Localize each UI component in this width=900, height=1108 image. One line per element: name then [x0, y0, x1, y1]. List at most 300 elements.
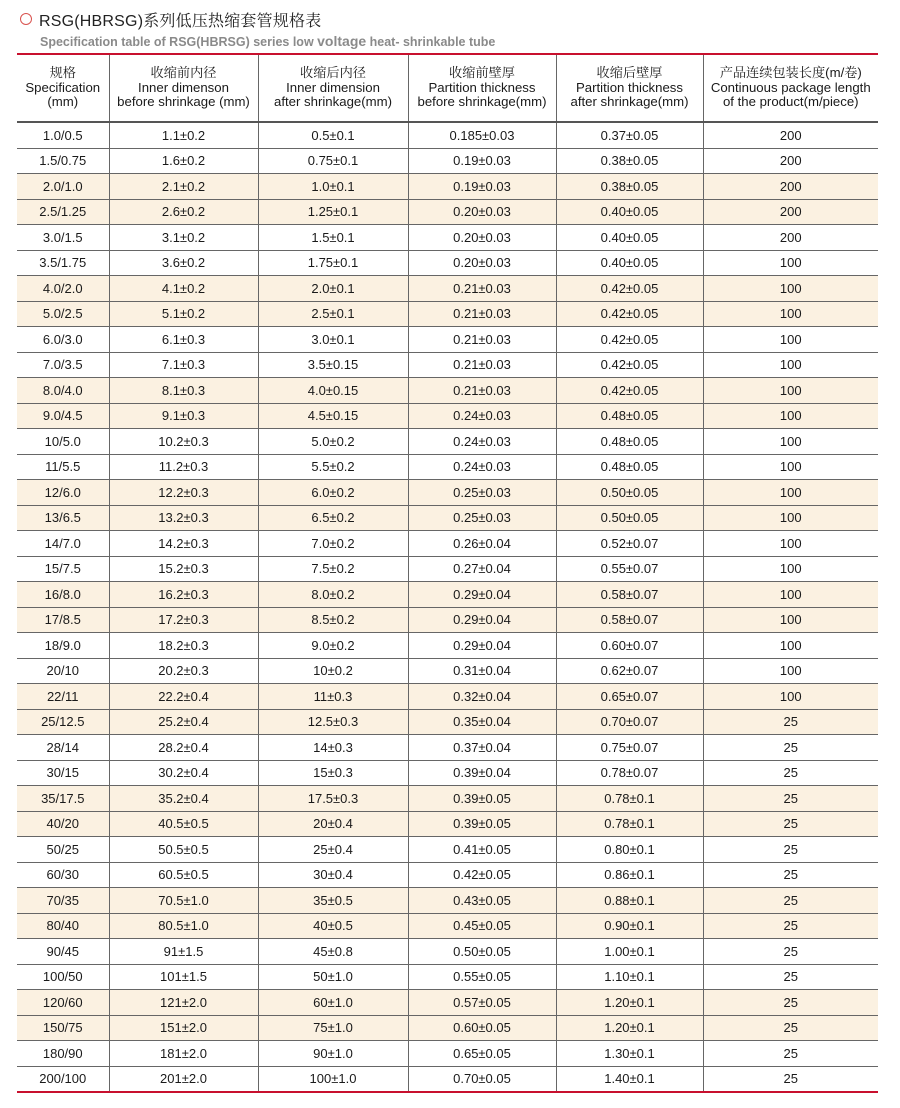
table-header: [17, 54, 878, 122]
cell-inner-after: 10±0.2: [258, 658, 408, 684]
cell-package-length: 100: [703, 531, 878, 557]
cell-thickness-after: 0.40±0.05: [556, 199, 703, 225]
header-line: 产品连续包装长度(m/卷): [719, 65, 862, 81]
cell-inner-after: 1.5±0.1: [258, 225, 408, 251]
cell-thickness-after: 0.50±0.05: [556, 480, 703, 506]
cell-inner-after: 1.25±0.1: [258, 199, 408, 225]
circle-bullet-icon: [20, 13, 32, 25]
cell-inner-before: 101±1.5: [109, 964, 258, 990]
cell-spec: 120/60: [17, 990, 109, 1016]
cell-inner-after: 8.5±0.2: [258, 607, 408, 633]
cell-spec: 13/6.5: [17, 505, 109, 531]
cell-inner-before: 2.1±0.2: [109, 174, 258, 200]
table-row: [17, 990, 878, 1016]
cell-package-length: 100: [703, 684, 878, 710]
cell-inner-before: 151±2.0: [109, 1015, 258, 1041]
cell-package-length: 25: [703, 811, 878, 837]
cell-package-length: 100: [703, 276, 878, 302]
table-row: [17, 505, 878, 531]
table-row: [17, 735, 878, 761]
cell-inner-after: 5.5±0.2: [258, 454, 408, 480]
cell-thickness-before: 0.21±0.03: [408, 276, 556, 302]
header-line: of the product(m/piece): [722, 94, 859, 110]
cell-package-length: 25: [703, 913, 878, 939]
cell-inner-before: 11.2±0.3: [109, 454, 258, 480]
cell-package-length: 100: [703, 352, 878, 378]
cell-spec: 150/75: [17, 1015, 109, 1041]
cell-thickness-before: 0.60±0.05: [408, 1015, 556, 1041]
cell-package-length: 200: [703, 122, 878, 148]
header-line: before shrinkage(mm): [417, 94, 547, 110]
table-body: [17, 122, 878, 1092]
cell-package-length: 100: [703, 556, 878, 582]
table-row: [17, 837, 878, 863]
cell-spec: 2.5/1.25: [17, 199, 109, 225]
cell-spec: 5.0/2.5: [17, 301, 109, 327]
cell-inner-after: 4.0±0.15: [258, 378, 408, 404]
cell-inner-before: 4.1±0.2: [109, 276, 258, 302]
cell-package-length: 100: [703, 633, 878, 659]
cell-thickness-after: 0.48±0.05: [556, 403, 703, 429]
cell-inner-before: 28.2±0.4: [109, 735, 258, 761]
cell-thickness-after: 0.75±0.07: [556, 735, 703, 761]
table-row: [17, 480, 878, 506]
cell-inner-after: 3.5±0.15: [258, 352, 408, 378]
cell-thickness-before: 0.185±0.03: [408, 122, 556, 148]
table-row: [17, 454, 878, 480]
cell-spec: 2.0/1.0: [17, 174, 109, 200]
table-row: [17, 964, 878, 990]
cell-thickness-after: 0.62±0.07: [556, 658, 703, 684]
cell-inner-after: 7.5±0.2: [258, 556, 408, 582]
header-line: after shrinkage(mm): [570, 94, 689, 110]
cell-spec: 3.5/1.75: [17, 250, 109, 276]
header-line: Partition thickness: [575, 79, 683, 95]
cell-spec: 90/45: [17, 939, 109, 965]
title-block: [20, 7, 890, 49]
cell-package-length: 25: [703, 837, 878, 863]
cell-package-length: 25: [703, 1066, 878, 1092]
cell-thickness-before: 0.21±0.03: [408, 327, 556, 353]
page-subtitle: [40, 33, 890, 49]
cell-package-length: 100: [703, 607, 878, 633]
cell-inner-before: 17.2±0.3: [109, 607, 258, 633]
table-row: [17, 888, 878, 914]
cell-inner-before: 1.1±0.2: [109, 122, 258, 148]
cell-package-length: 100: [703, 582, 878, 608]
cell-inner-after: 20±0.4: [258, 811, 408, 837]
cell-thickness-before: 0.37±0.04: [408, 735, 556, 761]
cell-thickness-after: 0.48±0.05: [556, 454, 703, 480]
cell-spec: 9.0/4.5: [17, 403, 109, 429]
header-line: 收缩前内径: [150, 65, 217, 81]
table-row: [17, 786, 878, 812]
cell-thickness-after: 0.42±0.05: [556, 327, 703, 353]
cell-inner-before: 7.1±0.3: [109, 352, 258, 378]
table-row: [17, 403, 878, 429]
cell-spec: 6.0/3.0: [17, 327, 109, 353]
table-row: [17, 709, 878, 735]
cell-thickness-after: 1.30±0.1: [556, 1041, 703, 1067]
cell-thickness-after: 0.42±0.05: [556, 301, 703, 327]
cell-package-length: 25: [703, 862, 878, 888]
cell-inner-before: 1.6±0.2: [109, 148, 258, 174]
header-line: Specification: [25, 79, 101, 95]
cell-inner-before: 22.2±0.4: [109, 684, 258, 710]
cell-package-length: 25: [703, 709, 878, 735]
cell-thickness-after: 0.38±0.05: [556, 174, 703, 200]
cell-thickness-before: 0.27±0.04: [408, 556, 556, 582]
cell-spec: 70/35: [17, 888, 109, 914]
table-row: [17, 633, 878, 659]
subtitle-part-2: heat- shrinkable tube: [366, 35, 496, 49]
cell-inner-before: 40.5±0.5: [109, 811, 258, 837]
cell-inner-after: 9.0±0.2: [258, 633, 408, 659]
spec-table: [17, 53, 878, 1093]
cell-spec: 12/6.0: [17, 480, 109, 506]
cell-inner-after: 4.5±0.15: [258, 403, 408, 429]
header-line: Inner dimenson: [138, 79, 229, 95]
cell-thickness-after: 0.42±0.05: [556, 378, 703, 404]
header-line: Inner dimension: [286, 79, 380, 95]
table-row: [17, 811, 878, 837]
cell-spec: 7.0/3.5: [17, 352, 109, 378]
cell-inner-after: 90±1.0: [258, 1041, 408, 1067]
cell-thickness-after: 0.48±0.05: [556, 429, 703, 455]
cell-thickness-after: 0.90±0.1: [556, 913, 703, 939]
cell-package-length: 100: [703, 429, 878, 455]
cell-thickness-before: 0.35±0.04: [408, 709, 556, 735]
cell-inner-before: 201±2.0: [109, 1066, 258, 1092]
cell-thickness-after: 0.38±0.05: [556, 148, 703, 174]
cell-thickness-before: 0.65±0.05: [408, 1041, 556, 1067]
header-line: Partition thickness: [428, 79, 536, 95]
table-row: [17, 327, 878, 353]
cell-inner-before: 14.2±0.3: [109, 531, 258, 557]
cell-inner-after: 3.0±0.1: [258, 327, 408, 353]
table-row: [17, 531, 878, 557]
cell-thickness-after: 1.20±0.1: [556, 990, 703, 1016]
cell-inner-after: 0.75±0.1: [258, 148, 408, 174]
cell-thickness-after: 1.20±0.1: [556, 1015, 703, 1041]
table-row: [17, 352, 878, 378]
cell-inner-after: 5.0±0.2: [258, 429, 408, 455]
cell-spec: 18/9.0: [17, 633, 109, 659]
cell-inner-before: 181±2.0: [109, 1041, 258, 1067]
cell-thickness-before: 0.19±0.03: [408, 174, 556, 200]
cell-thickness-before: 0.24±0.03: [408, 454, 556, 480]
cell-spec: 200/100: [39, 1071, 87, 1087]
cell-inner-before: 3.1±0.2: [109, 225, 258, 251]
cell-thickness-after: 0.55±0.07: [556, 556, 703, 582]
cell-package-length: 100: [703, 327, 878, 353]
cell-spec: 35/17.5: [17, 786, 109, 812]
cell-package-length: 100: [703, 505, 878, 531]
cell-inner-after: 6.0±0.2: [258, 480, 408, 506]
cell-inner-before: 8.1±0.3: [109, 378, 258, 404]
cell-inner-before: 50.5±0.5: [109, 837, 258, 863]
table-row: [17, 913, 878, 939]
table-row: [17, 122, 878, 148]
cell-thickness-after: 0.58±0.07: [556, 607, 703, 633]
table-row: [17, 1041, 878, 1067]
cell-spec: 40/20: [17, 811, 109, 837]
cell-inner-after: 17.5±0.3: [258, 786, 408, 812]
cell-thickness-before: 0.20±0.03: [408, 199, 556, 225]
cell-thickness-before: 0.70±0.05: [408, 1066, 556, 1092]
header-line: 收缩后内径: [300, 65, 366, 81]
cell-thickness-after: 0.40±0.05: [556, 225, 703, 251]
cell-inner-before: 18.2±0.3: [109, 633, 258, 659]
cell-package-length: 25: [703, 786, 878, 812]
table-row: [17, 174, 878, 200]
cell-inner-after: 14±0.3: [258, 735, 408, 761]
cell-inner-after: 6.5±0.2: [258, 505, 408, 531]
cell-spec: 4.0/2.0: [17, 276, 109, 302]
cell-thickness-after: 0.52±0.07: [556, 531, 703, 557]
cell-inner-after: 7.0±0.2: [258, 531, 408, 557]
cell-spec: 100/50: [17, 964, 109, 990]
cell-thickness-after: 1.40±0.1: [556, 1066, 703, 1092]
cell-package-length: 25: [703, 964, 878, 990]
cell-package-length: 100: [703, 301, 878, 327]
cell-thickness-after: 0.86±0.1: [556, 862, 703, 888]
cell-package-length: 200: [703, 148, 878, 174]
cell-inner-after: 100±1.0: [258, 1066, 408, 1092]
header-row: [17, 54, 878, 122]
cell-thickness-after: 0.42±0.05: [556, 276, 703, 302]
cell-spec: 3.0/1.5: [17, 225, 109, 251]
header-line: after shrinkage(mm): [274, 94, 392, 110]
cell-package-length: 100: [703, 378, 878, 404]
header-spec: [17, 54, 109, 122]
cell-inner-before: 15.2±0.3: [109, 556, 258, 582]
cell-package-length: 25: [703, 735, 878, 761]
cell-inner-before: 25.2±0.4: [109, 709, 258, 735]
cell-thickness-before: 0.24±0.03: [408, 429, 556, 455]
cell-spec: 14/7.0: [17, 531, 109, 557]
cell-thickness-after: 0.70±0.07: [556, 709, 703, 735]
cell-spec: 10/5.0: [17, 429, 109, 455]
cell-inner-after: 25±0.4: [258, 837, 408, 863]
cell-spec: 1.5/0.75: [17, 148, 109, 174]
cell-package-length: 100: [703, 250, 878, 276]
header-inner-after: [258, 54, 408, 122]
cell-thickness-before: 0.21±0.03: [408, 378, 556, 404]
table-row: [17, 760, 878, 786]
cell-spec: 50/25: [17, 837, 109, 863]
cell-thickness-after: 0.65±0.07: [556, 684, 703, 710]
cell-spec: 17/8.5: [17, 607, 109, 633]
header-line: 收缩前壁厚: [449, 65, 515, 81]
table-row: [17, 1015, 878, 1041]
cell-thickness-after: 0.40±0.05: [556, 250, 703, 276]
cell-package-length: 25: [703, 990, 878, 1016]
cell-inner-after: 8.0±0.2: [258, 582, 408, 608]
header-thickness-before: [408, 54, 556, 122]
table-row: [17, 556, 878, 582]
cell-thickness-before: 0.55±0.05: [408, 964, 556, 990]
cell-thickness-after: 0.78±0.07: [556, 760, 703, 786]
cell-inner-before: 12.2±0.3: [109, 480, 258, 506]
cell-thickness-after: 1.10±0.1: [556, 964, 703, 990]
cell-thickness-before: 0.24±0.03: [408, 403, 556, 429]
cell-thickness-before: 0.39±0.05: [408, 786, 556, 812]
header-line: 规格: [49, 65, 76, 81]
cell-package-length: 200: [703, 174, 878, 200]
cell-package-length: 100: [703, 403, 878, 429]
cell-inner-after: 45±0.8: [258, 939, 408, 965]
cell-inner-after: 2.0±0.1: [258, 276, 408, 302]
cell-inner-before: 13.2±0.3: [109, 505, 258, 531]
cell-inner-after: 12.5±0.3: [258, 709, 408, 735]
cell-thickness-before: 0.29±0.04: [408, 582, 556, 608]
cell-thickness-before: 0.26±0.04: [408, 531, 556, 557]
cell-inner-before: 30.2±0.4: [109, 760, 258, 786]
cell-package-length: 25: [703, 1015, 878, 1041]
cell-package-length: 25: [703, 1041, 878, 1067]
cell-thickness-before: 0.20±0.03: [408, 250, 556, 276]
cell-thickness-after: 0.80±0.1: [556, 837, 703, 863]
cell-inner-after: 2.5±0.1: [258, 301, 408, 327]
cell-inner-after: 75±1.0: [258, 1015, 408, 1041]
cell-spec: 180/90: [17, 1041, 109, 1067]
cell-thickness-after: 0.37±0.05: [556, 122, 703, 148]
cell-thickness-after: 0.60±0.07: [556, 633, 703, 659]
subtitle-voltage-word: voltage: [317, 33, 367, 49]
cell-inner-before: 60.5±0.5: [109, 862, 258, 888]
table-row: [17, 939, 878, 965]
cell-package-length: 25: [703, 939, 878, 965]
table-row: [17, 378, 878, 404]
table-row: [17, 429, 878, 455]
cell-thickness-before: 0.42±0.05: [408, 862, 556, 888]
cell-package-length: 25: [703, 760, 878, 786]
header-line: Continuous package length: [710, 79, 871, 95]
cell-thickness-before: 0.39±0.04: [408, 760, 556, 786]
cell-package-length: 100: [703, 658, 878, 684]
cell-thickness-before: 0.29±0.04: [408, 633, 556, 659]
title-line: [20, 7, 890, 31]
cell-inner-before: 3.6±0.2: [109, 250, 258, 276]
cell-thickness-after: 0.78±0.1: [556, 811, 703, 837]
cell-thickness-before: 0.20±0.03: [408, 225, 556, 251]
cell-spec: 22/11: [17, 684, 109, 710]
cell-inner-before: 6.1±0.3: [109, 327, 258, 353]
table-row: [17, 225, 878, 251]
cell-thickness-before: 0.31±0.04: [408, 658, 556, 684]
cell-spec: 25/12.5: [17, 709, 109, 735]
table-row: [17, 862, 878, 888]
cell-thickness-before: 0.32±0.04: [408, 684, 556, 710]
cell-package-length: 100: [703, 480, 878, 506]
cell-spec: 15/7.5: [17, 556, 109, 582]
table-row: [17, 582, 878, 608]
subtitle-part-1: Specification table of RSG(HBRSG) series low: [40, 35, 318, 49]
cell-thickness-before: 0.45±0.05: [408, 913, 556, 939]
cell-thickness-after: 0.78±0.1: [556, 786, 703, 812]
cell-thickness-before: 0.39±0.05: [408, 811, 556, 837]
cell-thickness-after: 0.58±0.07: [556, 582, 703, 608]
cell-thickness-before: 0.57±0.05: [408, 990, 556, 1016]
header-line: before shrinkage (mm): [117, 94, 250, 110]
cell-inner-before: 2.6±0.2: [109, 199, 258, 225]
cell-thickness-before: 0.25±0.03: [408, 505, 556, 531]
cell-inner-before: 20.2±0.3: [109, 658, 258, 684]
cell-inner-after: 0.5±0.1: [258, 122, 408, 148]
cell-inner-after: 30±0.4: [258, 862, 408, 888]
cell-inner-after: 11±0.3: [258, 684, 408, 710]
header-inner-before: [109, 54, 258, 122]
cell-inner-before: 16.2±0.3: [109, 582, 258, 608]
header-package-length: [703, 54, 878, 122]
cell-inner-after: 35±0.5: [258, 888, 408, 914]
cell-thickness-after: 0.42±0.05: [556, 352, 703, 378]
cell-thickness-before: 0.21±0.03: [408, 301, 556, 327]
cell-package-length: 200: [703, 199, 878, 225]
cell-inner-before: 91±1.5: [109, 939, 258, 965]
table-row: [17, 148, 878, 174]
cell-spec: 8.0/4.0: [17, 378, 109, 404]
cell-inner-before: 9.1±0.3: [109, 403, 258, 429]
table-row: [17, 658, 878, 684]
cell-thickness-before: 0.29±0.04: [408, 607, 556, 633]
cell-package-length: 25: [703, 888, 878, 914]
cell-spec: 30/15: [17, 760, 109, 786]
table-row: [17, 301, 878, 327]
cell-inner-before: 5.1±0.2: [109, 301, 258, 327]
cell-thickness-after: 1.00±0.1: [556, 939, 703, 965]
cell-spec: 20/10: [17, 658, 109, 684]
cell-thickness-before: 0.41±0.05: [408, 837, 556, 863]
cell-thickness-before: 0.50±0.05: [408, 939, 556, 965]
cell-thickness-after: 0.88±0.1: [556, 888, 703, 914]
cell-inner-after: 1.75±0.1: [258, 250, 408, 276]
cell-package-length: 100: [703, 454, 878, 480]
cell-spec: 11/5.5: [17, 454, 109, 480]
header-line: 收缩后壁厚: [596, 65, 663, 81]
header-thickness-after: [556, 54, 703, 122]
cell-inner-after: 60±1.0: [258, 990, 408, 1016]
cell-spec: 28/14: [17, 735, 109, 761]
table-row: [17, 684, 878, 710]
table-row: [17, 250, 878, 276]
cell-thickness-before: 0.43±0.05: [408, 888, 556, 914]
cell-thickness-after: 0.50±0.05: [556, 505, 703, 531]
header-line: (mm): [47, 94, 79, 110]
cell-inner-after: 15±0.3: [258, 760, 408, 786]
cell-thickness-before: 0.19±0.03: [408, 148, 556, 174]
cell-inner-before: 35.2±0.4: [109, 786, 258, 812]
table-row: [17, 607, 878, 633]
cell-spec: 80/40: [17, 913, 109, 939]
cell-spec: 16/8.0: [17, 582, 109, 608]
cell-spec: 60/30: [17, 862, 109, 888]
cell-package-length: 200: [703, 225, 878, 251]
cell-inner-before: 10.2±0.3: [109, 429, 258, 455]
cell-spec: 1.0/0.5: [17, 122, 109, 148]
cell-thickness-before: 0.25±0.03: [408, 480, 556, 506]
table-row: [17, 199, 878, 225]
cell-inner-before: 70.5±1.0: [109, 888, 258, 914]
page-title: RSG(HBRSG)系列低压热缩套管规格表: [39, 12, 322, 30]
cell-inner-before: 121±2.0: [109, 990, 258, 1016]
cell-inner-after: 50±1.0: [258, 964, 408, 990]
cell-inner-before: 80.5±1.0: [109, 913, 258, 939]
cell-thickness-before: 0.21±0.03: [408, 352, 556, 378]
cell-inner-after: 40±0.5: [258, 913, 408, 939]
table-row: [17, 276, 878, 302]
